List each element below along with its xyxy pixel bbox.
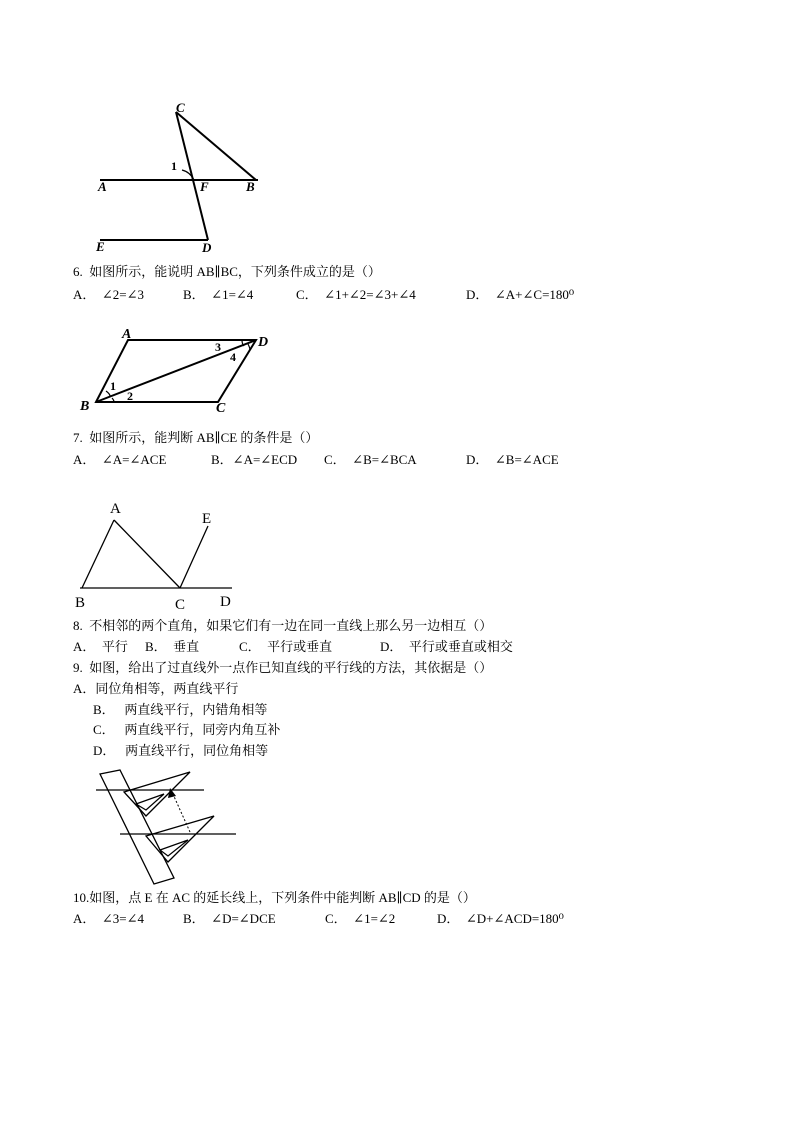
figure-q9 bbox=[88, 766, 248, 888]
q6-option-c: C． ∠1+∠2=∠3+∠4 bbox=[296, 287, 416, 302]
q9-stem: 9. 如图，给出了过直线外一点作已知直线的平行线的方法，其依据是（） bbox=[73, 660, 493, 675]
q8-stem: 8. 不相邻的两个直角，如果它们有一边在同一直线上那么另一边相互（） bbox=[73, 618, 493, 633]
ruler bbox=[100, 770, 174, 884]
figure-q8 bbox=[70, 496, 250, 614]
q7-option-c: C． ∠B=∠BCA bbox=[324, 452, 417, 467]
q10-option-a: A． ∠3=∠4 bbox=[73, 911, 145, 926]
label-a: A bbox=[122, 327, 132, 342]
q10-option-c: C． ∠1=∠2 bbox=[325, 911, 396, 926]
q6-option-b: B． ∠1=∠4 bbox=[183, 287, 254, 302]
label-d: D bbox=[220, 594, 231, 610]
label-1: 1 bbox=[171, 159, 177, 173]
q10-option-d: D． ∠D+∠ACD=180⁰ bbox=[437, 911, 564, 926]
label-c: C bbox=[175, 597, 186, 613]
segment-ce bbox=[180, 526, 208, 588]
label-1: 1 bbox=[110, 379, 116, 393]
label-b: B bbox=[75, 595, 86, 611]
label-3: 3 bbox=[215, 340, 221, 354]
label-b: B bbox=[246, 179, 255, 194]
segment-cb bbox=[176, 112, 256, 180]
label-a: A bbox=[98, 179, 107, 194]
q10-stem: 10.如图，点 E 在 AC 的延长线上，下列条件中能判断 AB∥CD 的是（） bbox=[73, 890, 476, 905]
label-d: D bbox=[202, 240, 212, 255]
q7-stem: 7. 如图所示，能判断 AB∥CE 的条件是（） bbox=[73, 430, 319, 445]
label-f: F bbox=[200, 179, 209, 194]
q7-option-a: A． ∠A=∠ACE bbox=[73, 452, 167, 467]
q8-option-c: C． 平行或垂直 bbox=[239, 639, 333, 654]
q6-option-d: D． ∠A+∠C=180⁰ bbox=[466, 287, 575, 302]
q9-option-d: D． 两直线平行，同位角相等 bbox=[93, 743, 269, 758]
q6-stem: 6. 如图所示，能说明 AB∥BC，下列条件成立的是（） bbox=[73, 264, 381, 279]
label-a: A bbox=[110, 501, 121, 517]
q7-option-b: B．∠A=∠ECD bbox=[211, 452, 298, 467]
q8-option-b: B． 垂直 bbox=[145, 639, 200, 654]
q9-option-a: A．同位角相等，两直线平行 bbox=[73, 681, 239, 696]
q8-option-d: D． 平行或垂直或相交 bbox=[380, 639, 513, 654]
q10-option-b: B． ∠D=∠DCE bbox=[183, 911, 276, 926]
segment-ba bbox=[82, 520, 114, 588]
label-b: B bbox=[80, 399, 90, 414]
label-c: C bbox=[176, 100, 185, 115]
q9-option-b: B． 两直线平行，内错角相等 bbox=[93, 702, 268, 717]
label-4: 4 bbox=[230, 350, 236, 364]
set-square-bottom bbox=[146, 816, 214, 862]
label-e: E bbox=[96, 239, 105, 254]
label-c: C bbox=[216, 401, 226, 416]
figure-q6 bbox=[90, 98, 270, 260]
figure-q7 bbox=[78, 324, 278, 416]
q6-option-a: A． ∠2=∠3 bbox=[73, 287, 145, 302]
set-square-bottom-inner bbox=[160, 840, 188, 856]
q8-option-a: A． 平行 bbox=[73, 639, 128, 654]
q9-option-c: C． 两直线平行，同旁内角互补 bbox=[93, 722, 281, 737]
angle-4-arc bbox=[248, 344, 250, 350]
segment-ac bbox=[114, 520, 180, 588]
q7-option-d: D． ∠B=∠ACE bbox=[466, 452, 559, 467]
label-e: E bbox=[202, 511, 212, 527]
label-d: D bbox=[258, 335, 269, 350]
label-2: 2 bbox=[127, 389, 133, 403]
